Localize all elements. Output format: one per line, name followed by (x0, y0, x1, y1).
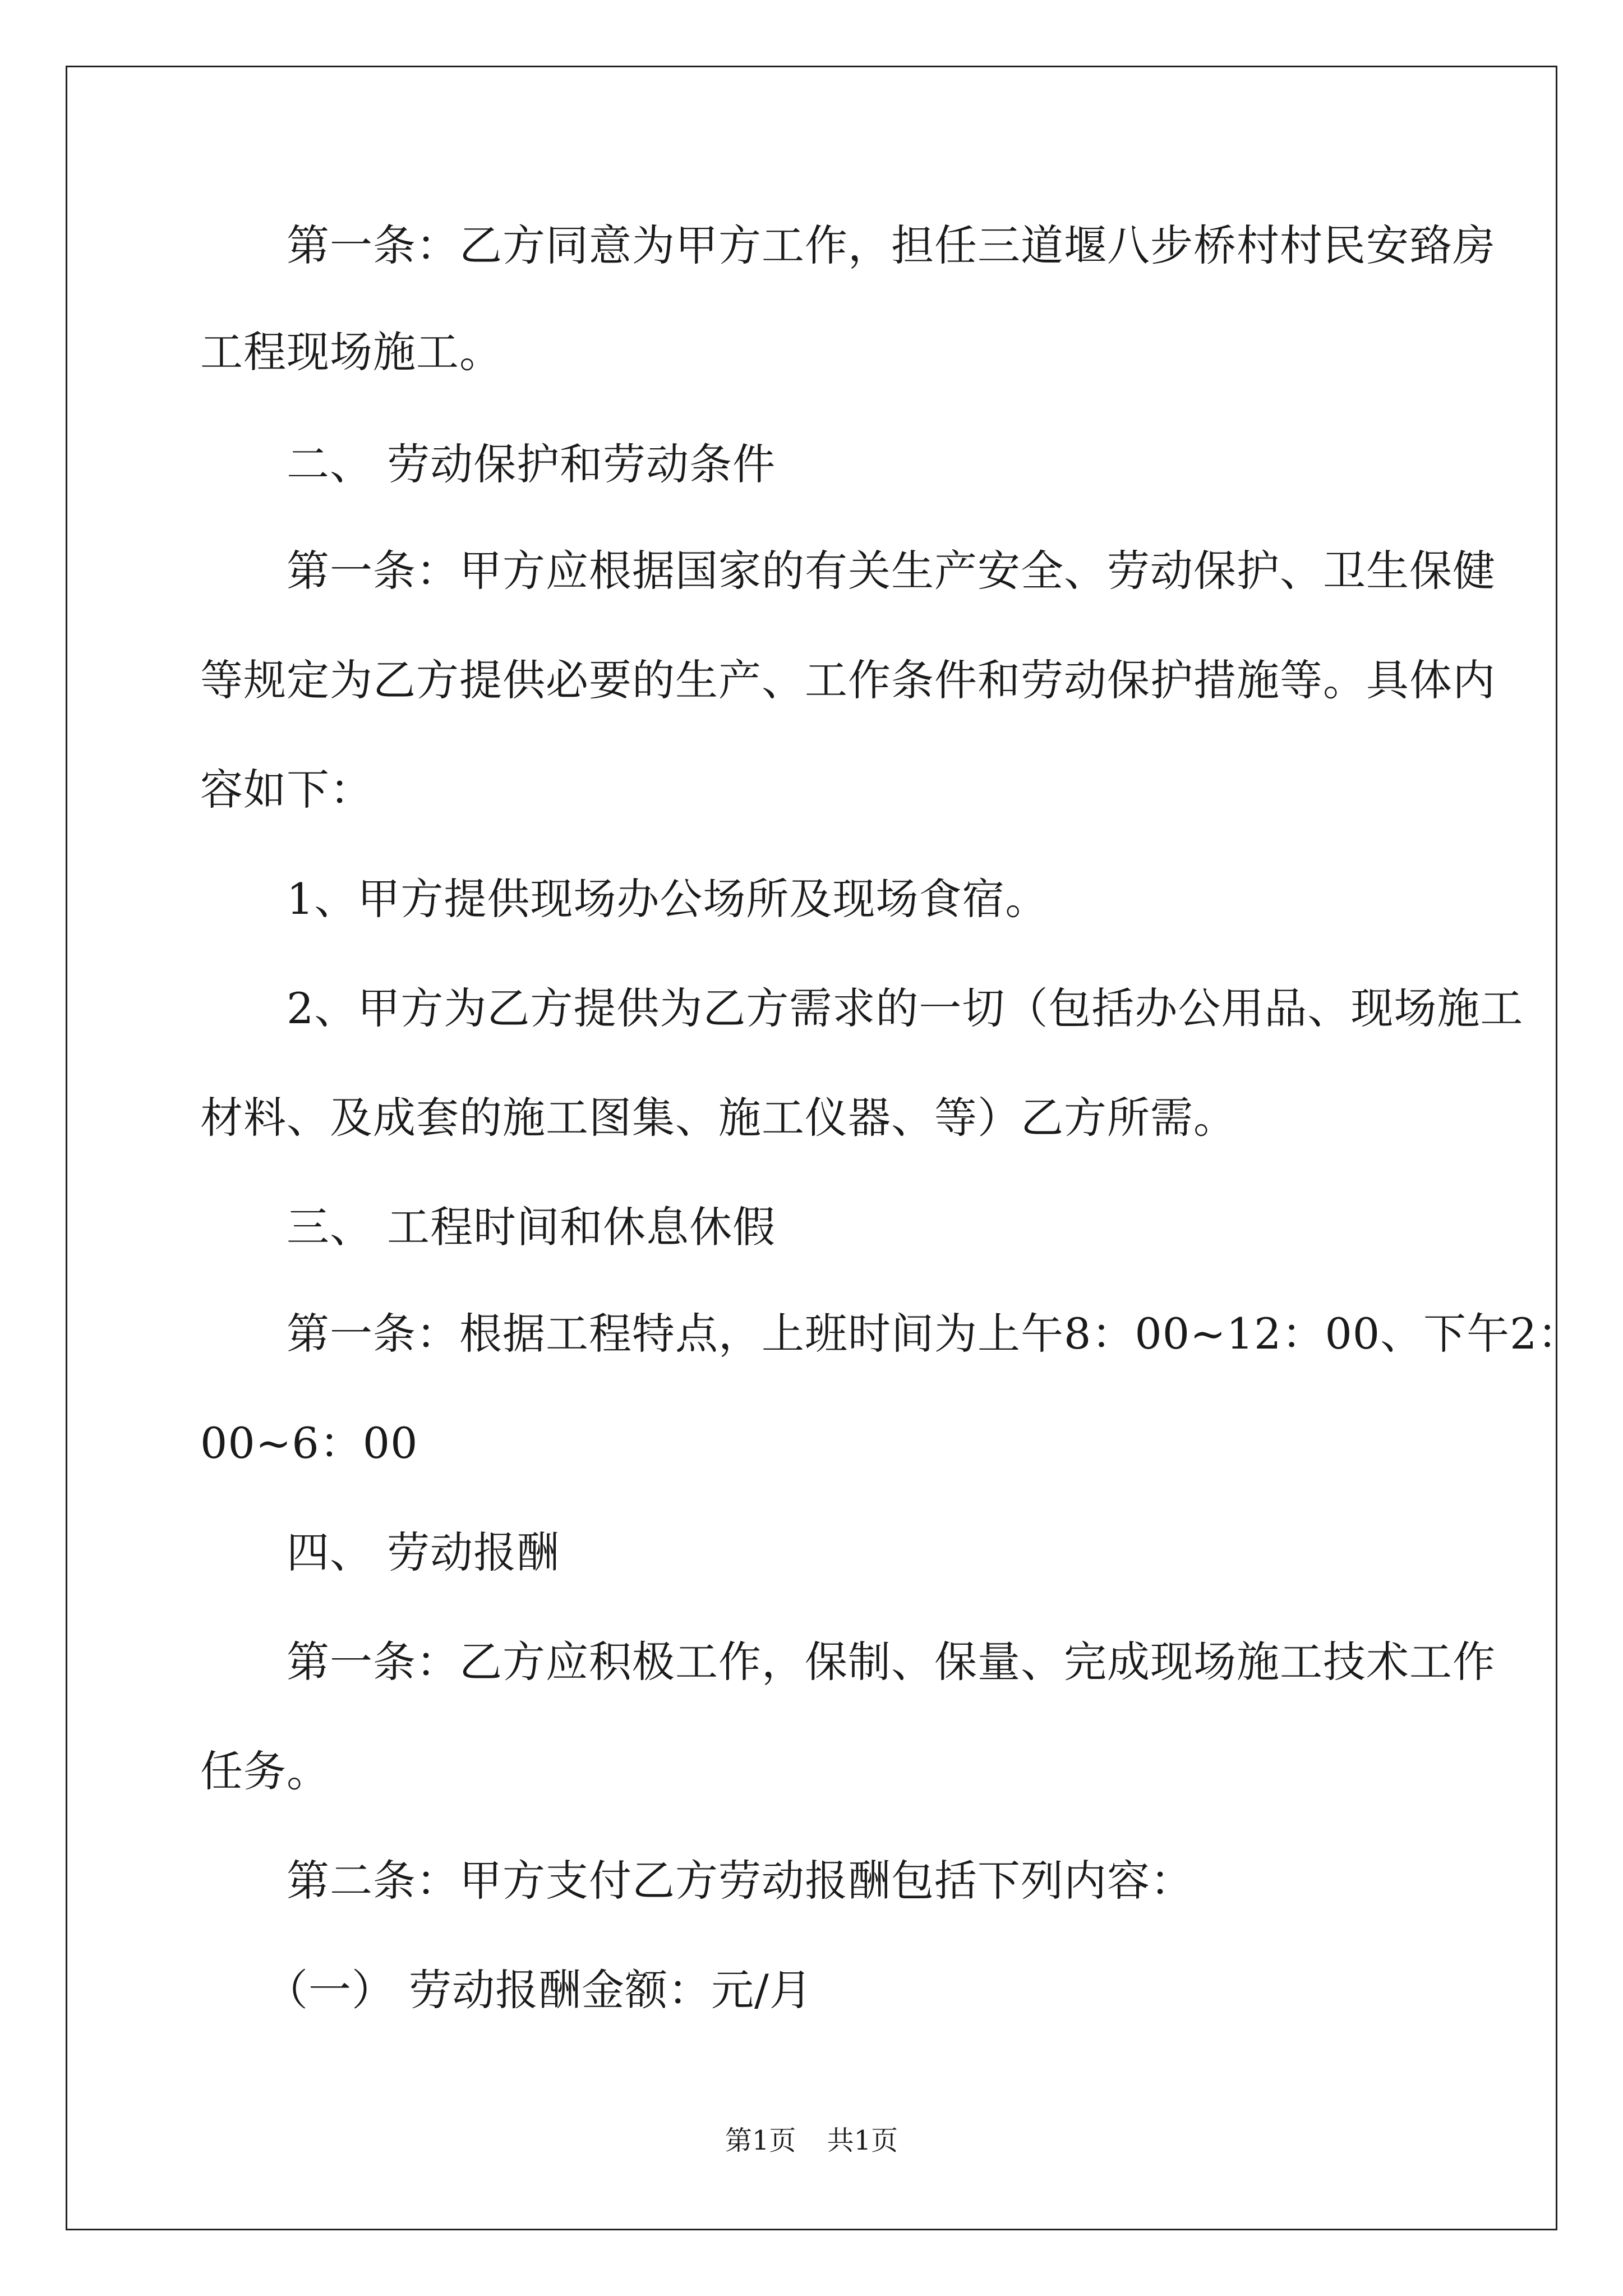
line-1: 第一条：乙方同意为甲方工作，担任三道堰八步桥村村民安臵房 (200, 220, 1496, 270)
page-total: 共1页 (827, 2125, 898, 2156)
line-5: 等规定为乙方提供必要的生产、工作条件和劳动保护措施等。具体内 (200, 655, 1496, 705)
line-17: （一） 劳动报酬金额：元/月 (200, 1965, 813, 2015)
line-6: 容如下： (200, 765, 373, 815)
line-9: 材料、及成套的施工图集、施工仪器、等）乙方所需。 (200, 1093, 1237, 1143)
line-7: 1、甲方提供现场办公场所及现场食宿。 (200, 874, 1049, 924)
line-11: 第一条：根据工程特点，上班时间为上午8：00~12：00、下午2： (200, 1309, 1581, 1359)
line-14: 第一条：乙方应积极工作，保制、保量、完成现场施工技术工作 (200, 1637, 1496, 1687)
page-number: 第1页 (725, 2125, 796, 2156)
line-3: 二、 劳动保护和劳动条件 (200, 439, 776, 489)
line-12: 00~6：00 (200, 1418, 418, 1468)
line-8: 2、甲方为乙方提供为乙方需求的一切（包括办公用品、现场施工 (200, 983, 1524, 1033)
page-footer (0, 2124, 1623, 2157)
line-16: 第二条：甲方支付乙方劳动报酬包括下列内容： (200, 1856, 1193, 1906)
line-2: 工程现场施工。 (200, 327, 502, 377)
line-15: 任务。 (200, 1746, 330, 1796)
line-4: 第一条：甲方应根据国家的有关生产安全、劳动保护、卫生保健 (200, 546, 1496, 596)
line-13: 四、 劳动报酬 (200, 1527, 560, 1577)
line-10: 三、 工程时间和休息休假 (200, 1202, 776, 1252)
